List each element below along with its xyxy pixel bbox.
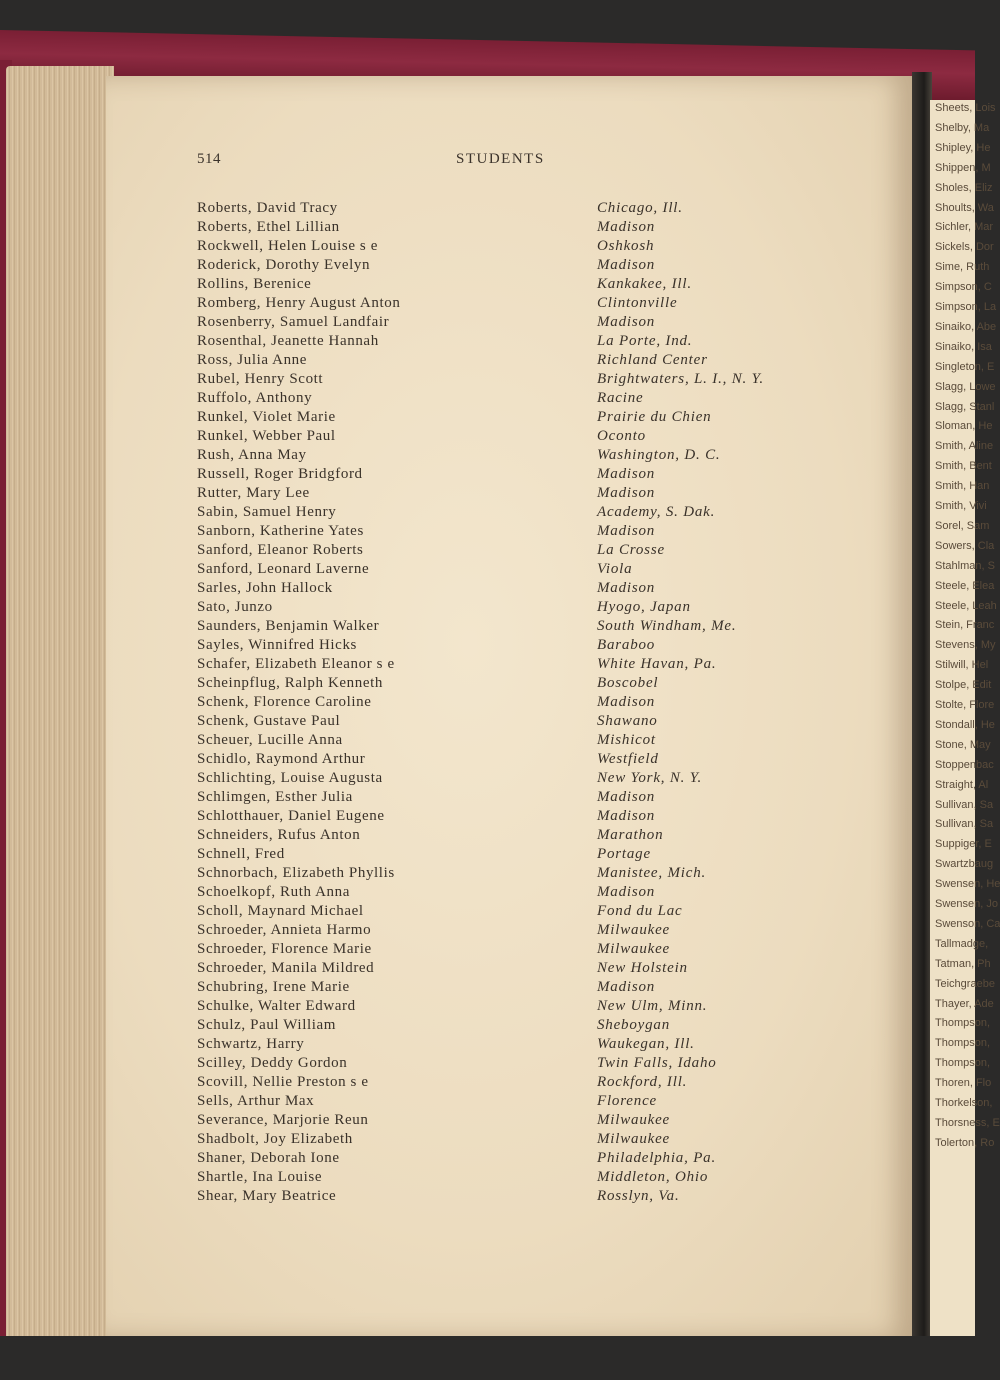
- student-hometown: White Havan, Pa.: [597, 656, 717, 672]
- student-entry: [197, 960, 837, 979]
- student-hometown: Hyogo, Japan: [597, 599, 691, 615]
- student-name: Sarles, John Hallock: [197, 580, 333, 596]
- student-entry: [197, 751, 837, 770]
- student-name: Shartle, Ina Louise: [197, 1169, 323, 1185]
- student-hometown: Richland Center: [597, 352, 708, 368]
- student-hometown: Academy, S. Dak.: [597, 504, 716, 520]
- facing-page-fragment: Shipley, He: [935, 141, 991, 154]
- student-hometown: Baraboo: [597, 637, 656, 653]
- student-hometown: Philadelphia, Pa.: [597, 1150, 717, 1166]
- student-entry: [197, 542, 837, 561]
- student-name: Rosenthal, Jeanette Hannah: [197, 333, 379, 349]
- student-hometown: Florence: [597, 1093, 657, 1109]
- facing-page-fragment: Stolte, Flore: [935, 699, 995, 711]
- facing-page-fragment: Thorkelson,: [935, 1097, 993, 1109]
- running-head: STUDENTS: [456, 151, 545, 167]
- facing-page-fragment: Smith, Aline: [935, 440, 994, 453]
- student-entry: [197, 352, 837, 371]
- student-entry: [197, 428, 837, 447]
- student-entry: [197, 979, 837, 998]
- student-name: Scheuer, Lucille Anna: [197, 732, 343, 748]
- facing-page-fragment: Steele, Leah: [935, 599, 997, 612]
- student-name: Saunders, Benjamin Walker: [197, 618, 380, 634]
- facing-page-fragment: Sloman, He: [935, 420, 993, 433]
- student-name: Rollins, Berenice: [197, 276, 312, 292]
- student-hometown: Kankakee, Ill.: [597, 276, 692, 292]
- student-name: Rosenberry, Samuel Landfair: [197, 314, 390, 330]
- facing-page-fragment: Shoults, Wa: [935, 201, 994, 214]
- facing-page-fragment: Simpson, La: [935, 301, 997, 313]
- student-name: Schlimgen, Esther Julia: [197, 789, 353, 805]
- facing-page-fragment: Straight, Al: [935, 778, 989, 791]
- student-entry: [197, 922, 837, 941]
- facing-page-fragment: Thompson,: [935, 1057, 991, 1070]
- student-hometown: Madison: [597, 789, 656, 805]
- facing-page-fragment: Slagg, Stanl: [935, 400, 995, 413]
- facing-page-fragment: Sichler, Mar: [935, 221, 994, 234]
- student-entry: [197, 903, 837, 922]
- student-name: Runkel, Webber Paul: [197, 428, 336, 444]
- facing-page-fragment: Swartzbaug: [935, 858, 994, 871]
- student-name: Schroeder, Annieta Harmo: [197, 922, 372, 938]
- student-entry: [197, 333, 837, 352]
- student-hometown: Oconto: [597, 428, 646, 444]
- facing-page-fragment: Swensen, He: [935, 878, 1000, 891]
- student-entry: [197, 409, 837, 428]
- student-entry: [197, 295, 837, 314]
- facing-page-fragment: Singleton, E: [935, 360, 995, 373]
- facing-page-fragment: Shippen, M: [935, 161, 991, 174]
- student-hometown: Madison: [597, 466, 656, 482]
- student-hometown: Shawano: [597, 713, 658, 729]
- student-name: Rockwell, Helen Louise s e: [197, 238, 378, 254]
- student-name: Schnorbach, Elizabeth Phyllis: [197, 865, 395, 881]
- facing-page-fragment: Sinaiko, Abe: [935, 320, 997, 333]
- student-entry: [197, 618, 837, 637]
- student-name: Severance, Marjorie Reun: [197, 1112, 369, 1128]
- student-hometown: Oshkosh: [597, 238, 655, 254]
- student-name: Runkel, Violet Marie: [197, 409, 336, 425]
- student-name: Shadbolt, Joy Elizabeth: [197, 1131, 353, 1147]
- student-name: Scilley, Deddy Gordon: [197, 1055, 348, 1071]
- student-entry: [197, 656, 837, 675]
- facing-page-fragment: Sullivan, Sa: [935, 818, 994, 831]
- student-entry: [197, 941, 837, 960]
- student-entry: [197, 846, 837, 865]
- facing-page-fragment: Tatman, Ph: [935, 957, 991, 970]
- student-name: Schafer, Elizabeth Eleanor s e: [197, 656, 395, 672]
- student-hometown: South Windham, Me.: [597, 618, 737, 634]
- facing-page-fragment: Thompson,: [935, 1017, 991, 1030]
- facing-page-fragment: Stahlman, S: [935, 559, 995, 572]
- facing-page-fragment: Sorel, Sam: [935, 519, 990, 532]
- student-entry: [197, 238, 837, 257]
- facing-page-fragment: Sowers, Cla: [935, 539, 995, 552]
- student-hometown: Portage: [597, 846, 651, 862]
- student-name: Shaner, Deborah Ione: [197, 1150, 340, 1166]
- student-entry: [197, 371, 837, 390]
- facing-page-fragment: Steele, Elea: [935, 579, 995, 592]
- facing-page-fragment: Swenson, Ca: [935, 917, 1000, 930]
- student-hometown: Waukegan, Ill.: [597, 1036, 695, 1052]
- student-hometown: Washington, D. C.: [597, 447, 721, 463]
- student-entry: [197, 884, 837, 903]
- student-hometown: Rockford, Ill.: [597, 1074, 688, 1090]
- student-entry: [197, 1112, 837, 1131]
- student-entry: [197, 485, 837, 504]
- student-hometown: Sheboygan: [597, 1017, 671, 1033]
- facing-page-fragment: Teichgraebe: [935, 977, 995, 990]
- student-entry: [197, 1131, 837, 1150]
- student-entry: [197, 1093, 837, 1112]
- student-hometown: Milwaukee: [597, 1131, 671, 1147]
- student-entry: [197, 732, 837, 751]
- student-entry: [197, 1074, 837, 1093]
- student-hometown: Rosslyn, Va.: [597, 1188, 680, 1204]
- student-name: Ruffolo, Anthony: [197, 390, 313, 406]
- facing-page-fragment: Stein, Franc: [935, 619, 995, 632]
- student-name: Rubel, Henry Scott: [197, 371, 324, 387]
- page-number: 514: [197, 151, 221, 167]
- student-entry: [197, 865, 837, 884]
- student-hometown: New Holstein: [597, 960, 688, 976]
- student-hometown: Middleton, Ohio: [597, 1169, 709, 1185]
- student-name: Schlotthauer, Daniel Eugene: [197, 808, 385, 824]
- student-name: Schroeder, Florence Marie: [197, 941, 372, 957]
- student-name: Schenk, Florence Caroline: [197, 694, 372, 710]
- facing-page-fragment: Shelby, Ma: [935, 121, 990, 134]
- student-name: Schneiders, Rufus Anton: [197, 827, 361, 843]
- student-entry: [197, 561, 837, 580]
- student-hometown: Milwaukee: [597, 922, 671, 938]
- facing-page-fragment: Slagg, Lowe: [935, 380, 996, 393]
- student-entry: [197, 637, 837, 656]
- student-name: Scovill, Nellie Preston s e: [197, 1074, 369, 1090]
- student-entry: [197, 447, 837, 466]
- student-hometown: Prairie du Chien: [597, 409, 712, 425]
- student-hometown: Madison: [597, 884, 656, 900]
- student-entry: [197, 789, 837, 808]
- student-hometown: Twin Falls, Idaho: [597, 1055, 717, 1071]
- student-hometown: Madison: [597, 979, 656, 995]
- student-name: Schulz, Paul William: [197, 1017, 337, 1033]
- student-hometown: Brightwaters, L. I., N. Y.: [597, 371, 764, 387]
- student-entry: [197, 314, 837, 333]
- book-gutter: [912, 72, 932, 1340]
- student-entry: [197, 504, 837, 523]
- student-name: Russell, Roger Bridgford: [197, 466, 363, 482]
- student-hometown: Viola: [597, 561, 633, 577]
- facing-page-fragment: Smith, Han: [935, 480, 990, 493]
- student-name: Shear, Mary Beatrice: [197, 1188, 337, 1204]
- student-entry: [197, 1169, 837, 1188]
- student-name: Schlichting, Louise Augusta: [197, 770, 383, 786]
- facing-page-fragment: Sullivan, Sa: [935, 798, 994, 811]
- student-name: Schroeder, Manila Mildred: [197, 960, 375, 976]
- facing-page-fragment: Smith, Bent: [935, 460, 992, 473]
- facing-page-fragment: Simpson, C: [935, 281, 992, 294]
- student-name: Schenk, Gustave Paul: [197, 713, 341, 729]
- page-edges: [6, 66, 114, 1348]
- student-entry: [197, 466, 837, 485]
- facing-page-fragment: Stilwill, Hel: [935, 659, 989, 672]
- facing-page-fragment: Stondall, He: [935, 718, 995, 731]
- student-entry: [197, 523, 837, 542]
- student-entry: [197, 200, 837, 219]
- student-entry: [197, 599, 837, 618]
- student-name: Roberts, Ethel Lillian: [197, 219, 340, 235]
- student-hometown: Madison: [597, 523, 656, 539]
- student-name: Schubring, Irene Marie: [197, 979, 350, 995]
- student-entry: [197, 1150, 837, 1169]
- student-hometown: New York, N. Y.: [597, 770, 703, 786]
- student-hometown: Mishicot: [597, 732, 656, 748]
- student-hometown: Manistee, Mich.: [597, 865, 707, 881]
- facing-page-fragment: Sheets, Lois: [935, 102, 996, 114]
- student-name: Rush, Anna May: [197, 447, 307, 463]
- student-hometown: Madison: [597, 314, 656, 330]
- facing-page-fragment: Thayer, Ade: [935, 997, 994, 1010]
- student-name: Schwartz, Harry: [197, 1036, 305, 1052]
- student-hometown: Clintonville: [597, 295, 678, 311]
- student-name: Sells, Arthur Max: [197, 1093, 315, 1109]
- student-hometown: Madison: [597, 485, 656, 501]
- facing-page-fragment: Smith, Vivi: [935, 500, 987, 512]
- student-entry: [197, 998, 837, 1017]
- student-list: [197, 200, 837, 1207]
- facing-page-fragment: Tallmadge,: [935, 937, 989, 950]
- student-hometown: La Crosse: [597, 542, 665, 558]
- student-name: Ross, Julia Anne: [197, 352, 308, 368]
- facing-page-fragment: Sholes, Eliz: [935, 181, 993, 194]
- facing-page-fragment: Sime, Ruth: [935, 261, 990, 274]
- student-entry: [197, 675, 837, 694]
- student-entry: [197, 1036, 837, 1055]
- facing-page-fragment: Stoppenbac: [935, 758, 994, 771]
- student-entry: [197, 827, 837, 846]
- student-name: Sabin, Samuel Henry: [197, 504, 337, 520]
- facing-page-fragment: Thoren, Flo: [935, 1077, 992, 1090]
- student-entry: [197, 1055, 837, 1074]
- student-entry: [197, 219, 837, 238]
- facing-page-fragment: Stevens, My: [935, 639, 996, 652]
- student-name: Rutter, Mary Lee: [197, 485, 310, 501]
- student-hometown: Madison: [597, 219, 656, 235]
- background-bottom: [0, 1336, 975, 1380]
- student-name: Schoelkopf, Ruth Anna: [197, 884, 351, 900]
- student-entry: [197, 1188, 837, 1207]
- student-hometown: Madison: [597, 580, 656, 596]
- student-name: Scheinpflug, Ralph Kenneth: [197, 675, 383, 691]
- student-hometown: Chicago, Ill.: [597, 200, 683, 216]
- student-entry: [197, 770, 837, 789]
- student-name: Sayles, Winnifred Hicks: [197, 637, 357, 653]
- facing-page-fragment: Stolpe, Edit: [935, 679, 992, 692]
- student-name: Schnell, Fred: [197, 846, 285, 862]
- student-name: Sanford, Eleanor Roberts: [197, 542, 364, 558]
- facing-page-fragment: Suppiger, E: [935, 838, 992, 851]
- student-hometown: Fond du Lac: [597, 903, 683, 919]
- student-hometown: Milwaukee: [597, 1112, 671, 1128]
- facing-page-fragment: Swensen, Jo: [935, 898, 998, 910]
- student-hometown: Madison: [597, 808, 656, 824]
- student-entry: [197, 1017, 837, 1036]
- student-name: Roberts, David Tracy: [197, 200, 338, 216]
- student-entry: [197, 694, 837, 713]
- student-hometown: New Ulm, Minn.: [597, 998, 708, 1014]
- student-hometown: Racine: [597, 390, 644, 406]
- student-entry: [197, 580, 837, 599]
- student-entry: [197, 713, 837, 732]
- student-hometown: La Porte, Ind.: [597, 333, 693, 349]
- student-name: Schidlo, Raymond Arthur: [197, 751, 366, 767]
- facing-page-fragment: Tolerton, Ro: [935, 1136, 995, 1149]
- student-entry: [197, 276, 837, 295]
- student-name: Romberg, Henry August Anton: [197, 295, 401, 311]
- student-name: Roderick, Dorothy Evelyn: [197, 257, 371, 273]
- student-entry: [197, 808, 837, 827]
- facing-page-fragment: Stone, May: [935, 738, 991, 751]
- student-hometown: Westfield: [597, 751, 659, 767]
- facing-page: [930, 100, 1000, 1338]
- student-name: Sanford, Leonard Laverne: [197, 561, 370, 577]
- student-entry: [197, 390, 837, 409]
- student-name: Scholl, Maynard Michael: [197, 903, 364, 919]
- student-name: Sato, Junzo: [197, 599, 273, 615]
- student-hometown: Boscobel: [597, 675, 659, 691]
- facing-page-fragment: Thompson,: [935, 1037, 991, 1050]
- facing-page-fragment: Sinaiko, Isa: [935, 340, 992, 353]
- student-hometown: Milwaukee: [597, 941, 671, 957]
- student-name: Sanborn, Katherine Yates: [197, 523, 364, 539]
- facing-page-fragment: Thorsness, E: [935, 1116, 1000, 1129]
- student-hometown: Madison: [597, 694, 656, 710]
- student-hometown: Marathon: [597, 827, 664, 843]
- student-hometown: Madison: [597, 257, 656, 273]
- student-name: Schulke, Walter Edward: [197, 998, 356, 1014]
- facing-page-fragment: Sickels, Dor: [935, 241, 994, 254]
- student-entry: [197, 257, 837, 276]
